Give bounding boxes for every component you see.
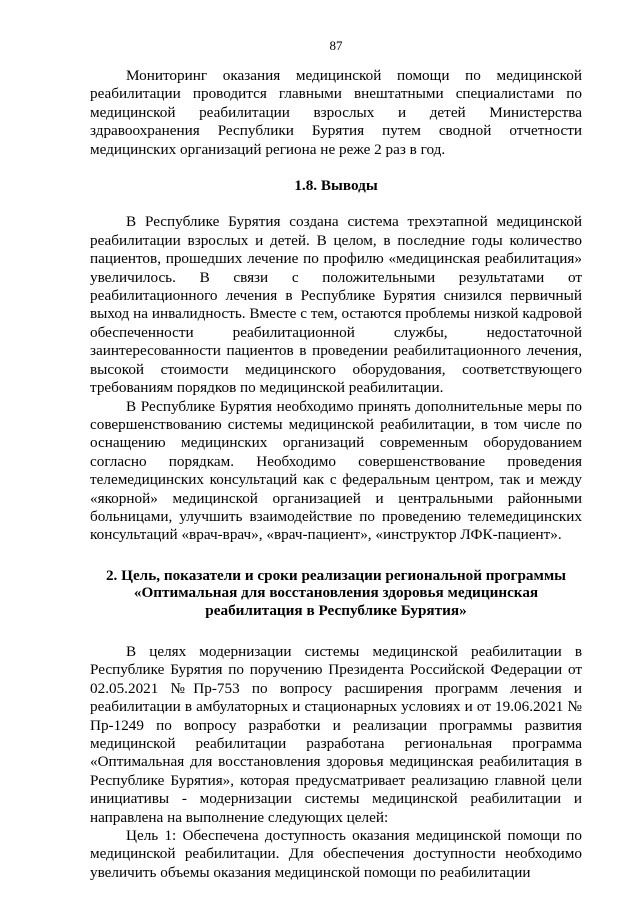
section-heading-line-2: «Оптимальная для восстановления здоровья медицинская xyxy=(133,584,539,602)
paragraph-program-goals-1: В целях модернизации системы медицинской реабилитации в Республике Бурятия по поручению Президента Российской Федерации от 02.05.2021 №Пр-753 по вопросу расширения программ лечения и реабилитации в амбулаторных и стационарных условиях и от 19.06.2021 № Пр-1249 по вопросу разработки и реализации программы развития медицинской реабилитации разработана региональная программа «Оптимальная для восстановления здоровья медицинская реабилитация в Республике Бурятия», которая предусматривает реализацию главной цели инициативы - модернизации системы медицинской реабилитации и направлена на выполнение следующих целей: xyxy=(90,642,582,826)
paragraph-monitoring: Мониторинг оказания медицинской помощи по медицинской реабилитации проводится главными внештатными специалистами по медицинской реабилитации взрослых и детей Министерства здравоохранения Республики Бурятия путем сводной отчетности медицинских организаций региона не реже 2 раз в год. xyxy=(90,67,582,158)
paragraph-program-goals-2: Цель 1: Обеспечена доступность оказания медицинской помощи по медицинской реабилитации. Для обеспечения доступности необходимо увеличить объемы оказания медицинской помощи по реабилитации xyxy=(90,827,582,881)
section-heading-line-1: 2. Цель, показатели и сроки реализации региональной программы xyxy=(105,566,567,584)
section-heading-line-3: реабилитация в Республике Бурятия» xyxy=(205,601,467,619)
page-content xyxy=(90,67,582,882)
section-heading-program-goals xyxy=(90,567,582,619)
document-page xyxy=(90,0,582,905)
paragraph-conclusions-2: В Республике Бурятия необходимо принять дополнительные меры по совершенствованию системы медицинской реабилитации, в том числе по оснащению медицинских организаций современным оборудованием согласно порядкам. Необходимо совершенствование проведения телемедицинских консультаций как с федеральным центром, так и между «якорной» медицинской организацией и центральными районными больницами, улучшить взаимодействие по проведению телемедицинских консультаций «врач-врач», «врач-пациент», «инструктор ЛФК-пациент». xyxy=(90,397,582,544)
paragraph-conclusions-1: В Республике Бурятия создана система трехэтапной медицинской реабилитации взрослых и детей. В целом, в последние годы количество пациентов, прошедших лечение по профилю «медицинская реабилитация» увеличилось. В связи с положительными результатами от реабилитационного лечения в Республике Бурятия снизился первичный выход на инвалидность. Вместе с тем, остаются проблемы низкой кадровой обеспеченности реабилитационной службы, недостаточной заинтересованности пациентов в проведении реабилитационного лечения, высокой стоимости медицинского оборудования, соответствующего требованиям порядков по медицинской реабилитации. xyxy=(90,213,582,397)
section-heading-conclusions: 1.8. Выводы xyxy=(294,177,378,195)
page-number: 87 xyxy=(329,38,343,53)
